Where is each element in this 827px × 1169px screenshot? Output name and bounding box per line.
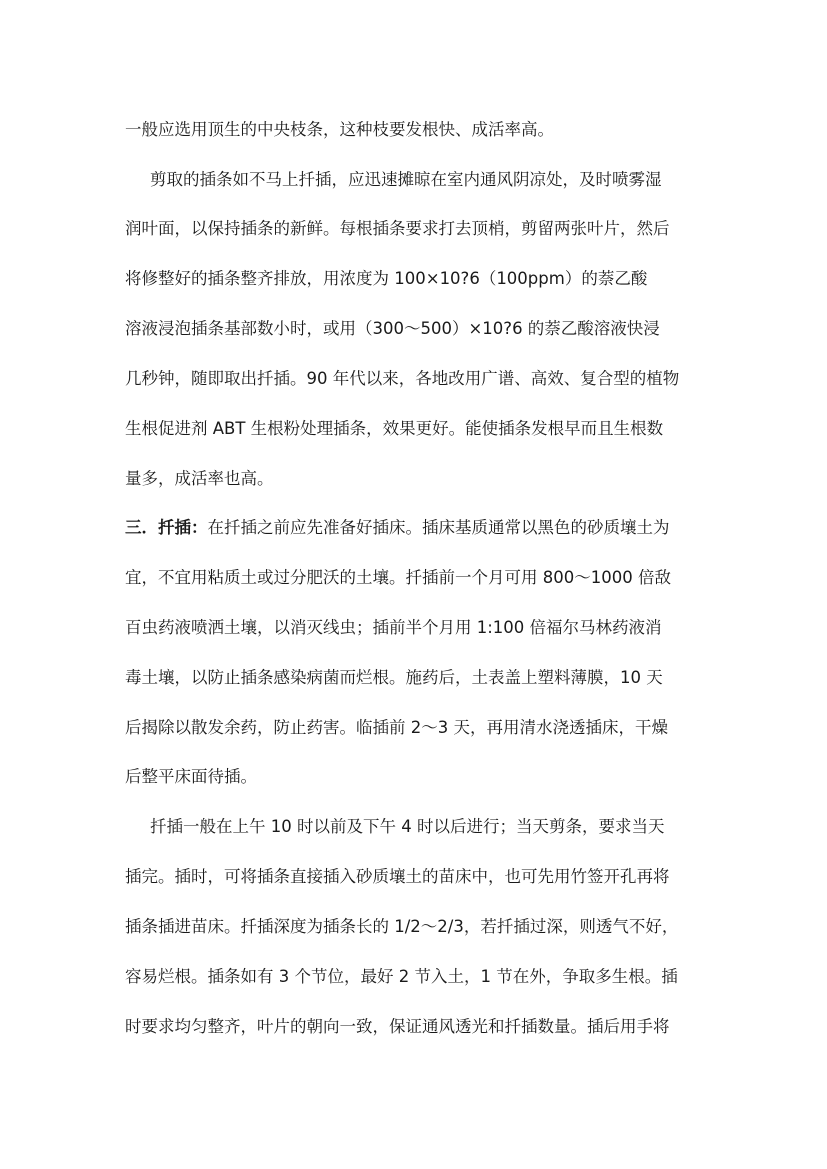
section-heading: 三．扦插： — [125, 518, 208, 537]
text-line-13: 后揭除以散发余药，防止药害。临插前 2～3 天，再用清水浇透插床，干燥 — [125, 718, 668, 737]
text-line-18: 容易烂根。插条如有 3 个节位，最好 2 节入土，1 节在外，争取多生根。插 — [125, 967, 678, 986]
text-line-15: 扦插一般在上午 10 时以前及下午 4 时以后进行；当天剪条，要求当天 — [150, 817, 665, 836]
text-line-17: 插条插进苗床。扦插深度为插条长的 1/2～2/3，若扦插过深，则透气不好， — [125, 917, 679, 936]
text-line-10: 宜，不宜用粘质土或过分肥沃的土壤。扦插前一个月可用 800～1000 倍敌 — [125, 568, 671, 587]
text-line-12: 毒土壤，以防止插条感染病菌而烂根。施药后，土表盖上塑料薄膜，10 天 — [125, 668, 663, 687]
text-line-7: 生根促进剂 ABT 生根粉处理插条，效果更好。能使插条发根早而且生根数 — [125, 419, 664, 438]
text-line-11: 百虫药液喷洒土壤，以消灭线虫；插前半个月用 1:100 倍福尔马林药液消 — [125, 618, 662, 637]
text-line-6: 几秒钟，随即取出扦插。90 年代以来，各地改用广谱、高效、复合型的植物 — [125, 369, 680, 388]
text-line-16: 插完。插时，可将插条直接插入砂质壤土的苗床中，也可先用竹签开孔再将 — [125, 867, 670, 886]
text-line-14: 后整平床面待插。 — [125, 767, 257, 786]
text-line-3: 润叶面，以保持插条的新鲜。每根插条要求打去顶梢，剪留两张叶片，然后 — [125, 219, 670, 238]
text-line-8: 量多，成活率也高。 — [125, 469, 274, 488]
text-line-2: 剪取的插条如不马上扦插，应迅速摊晾在室内通风阴凉处，及时喷雾湿 — [150, 170, 662, 189]
text-line-19: 时要求均匀整齐，叶片的朝向一致，保证通风透光和扦插数量。插后用手将 — [125, 1017, 670, 1036]
section-three-text: 在扦插之前应先准备好插床。插床基质通常以黑色的砂质壤土为 — [207, 518, 670, 537]
text-line-4: 将修整好的插条整齐排放，用浓度为 100×10?6（100ppm）的萘乙酸 — [125, 269, 648, 288]
text-line-1: 一般应选用顶生的中央枝条，这种枝要发根快、成活率高。 — [125, 120, 554, 139]
section-three-first-line — [125, 517, 715, 539]
text-line-5: 溶液浸泡插条基部数小时，或用（300～500）×10?6 的萘乙酸溶液快浸 — [125, 319, 660, 338]
